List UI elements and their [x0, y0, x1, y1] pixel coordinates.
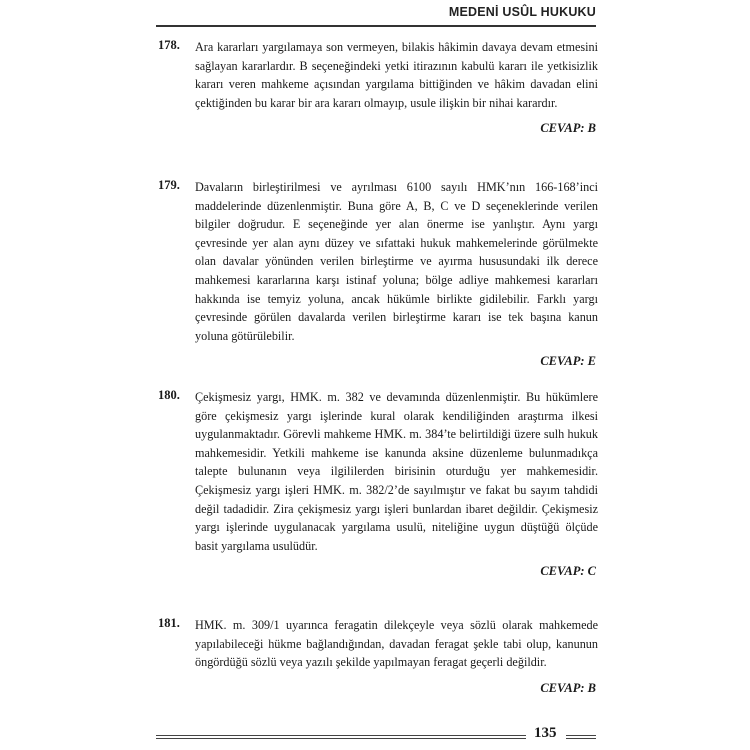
- answer-label: CEVAP: B: [540, 680, 596, 695]
- answer-block-180: [158, 388, 598, 579]
- answer-label: CEVAP: B: [540, 121, 596, 136]
- question-number: 180.: [158, 388, 180, 402]
- explanation-text: Davaların birleştirilmesi ve ayrılması 6100 sayılı HMK’nın 166-168’inci maddelerinde düzenlenmiştir. Buna göre A, B, C ve D seçeneklerinde verilen bilgiler doğrudur. E seçeneğinde yer alan önerme ise yanlıştır. Aynı yargı çevresinde yer alan aynı düzey ve sıfattaki hukuk mahkemelerinde görülmekte olan davalar yönünden verilen birleştirme ve ayırma hususundaki ilk derece mahkemesi kararlarına karşı istinaf yoluna; bölge adliye mahkemesi kararları hakkında ise temyiz yoluna, ancak hükümle birlikte gidilebilir. Farklı yargı çevresinde görülen davalarda verilen birleştirme kararı ise tek başına kanun yoluna götürülebilir.: [195, 180, 598, 343]
- answer-label: CEVAP: E: [540, 354, 596, 369]
- footer-rule-left: [156, 735, 526, 739]
- page-footer: [156, 725, 596, 745]
- answer-block-181: [158, 616, 598, 696]
- page-number: 135: [534, 725, 557, 741]
- header-title: MEDENİ USÛL HUKUKU: [448, 5, 596, 19]
- answer-label: CEVAP: C: [540, 564, 596, 579]
- explanation-text: Ara kararları yargılamaya son vermeyen, bilakis hâkimin davaya devam etmesini sağlayan kararlardır. B seçeneğindeki yetki itirazının kabulü kararı ile yetkisizlik kararı veren mahkeme açısından yargılama bittiğinden ve hâkim davadan elini çektiğinden bu karar bir ara kararı olmayıp, usule ilişkin bir nihai karardır.: [195, 40, 598, 110]
- answer-block-179: [158, 178, 598, 369]
- question-number: 178.: [158, 38, 180, 52]
- explanation-text: Çekişmesiz yargı, HMK. m. 382 ve devamında düzenlenmiştir. Bu hükümlere göre çekişmesiz yargı işlerinde kural olarak kendiliğinden araştırma ilkesi uygulanmaktadır. Görevli mahkeme HMK. m. 384’te belirtildiği üzere sulh hukuk mahkemesidir. Yetkili mahkeme ise kanunda aksine düzenleme bulunmadıkça talepte bulunanın veya ilgililerden birisinin oturduğu yer mahkemesidir. Çekişmesiz yargı işleri HMK. m. 382/2’de sayılmıştır ve fakat bu sayım tahdidi değil tadadidir. Zira çekişmesiz yargı işleri bunlardan ibaret değildir. Çekişmesiz yargı işlerinde uygulanacak yargılama usulü, niteliğine uygun düştüğü ölçüde basit yargılama usulüdür.: [195, 390, 598, 553]
- header-rule: [156, 25, 596, 27]
- footer-rule-right: [566, 735, 596, 739]
- question-number: 181.: [158, 616, 180, 630]
- page-header: [156, 0, 596, 28]
- explanation-text: HMK. m. 309/1 uyarınca feragatin dilekçeyle veya sözlü olarak mahkemede yapılabileceği hükme bağlandığından, davadan feragat şekle tabi olup, kanunun öngördüğü sözlü veya yazılı şekilde yapılmayan feragat geçerli değildir.: [195, 618, 598, 670]
- question-number: 179.: [158, 178, 180, 192]
- answer-block-178: [158, 38, 598, 136]
